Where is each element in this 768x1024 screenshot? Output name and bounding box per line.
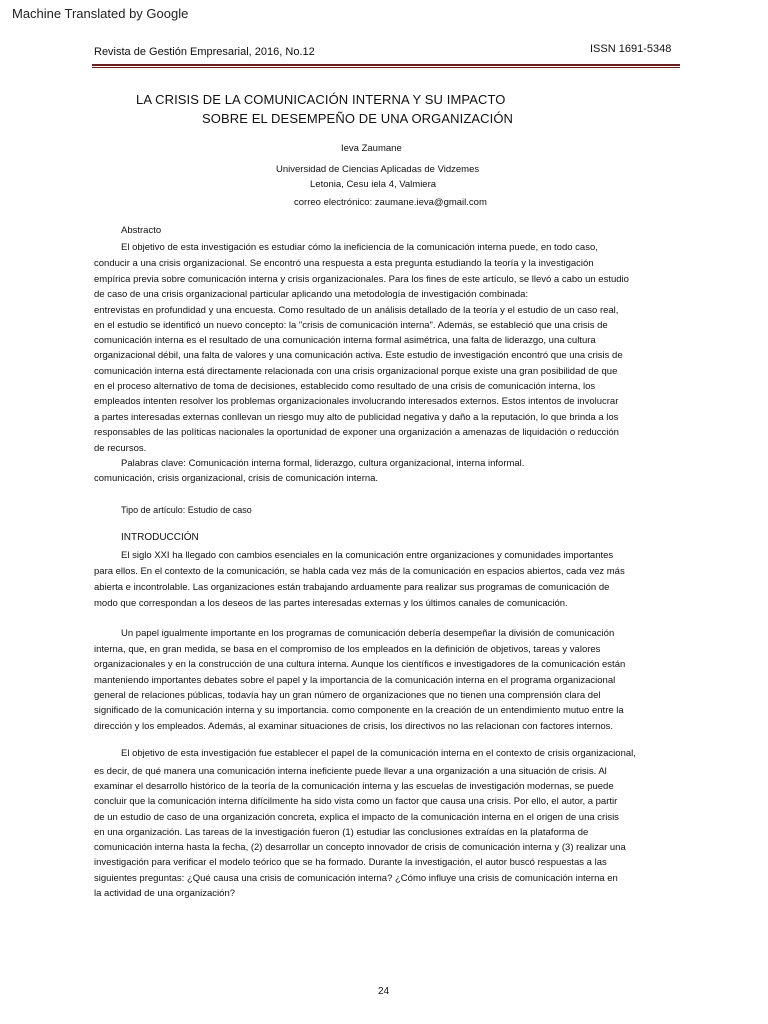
intro-p1-line: para ellos. En el contexto de la comunicación, se habla cada vez más de la comunicación en espacios abiertos, cada vez más [94,566,625,577]
intro-p3-line: siguientes preguntas: ¿Qué causa una crisis de comunicación interna? ¿Cómo influye una crisis de comunicación interna en [94,873,618,884]
abstract-line: a partes interesadas externas conllevan un riesgo muy alto de publicidad negativa y daño a la reputación, lo que brinda a los [94,412,619,423]
abstract-line: entrevistas en profundidad y una encuesta. Como resultado de un análisis detallado de la teoría y el estudio de un caso real, [94,305,619,316]
intro-p1-line: modo que correspondan a los deseos de las partes interesadas externas y los últimos canales de comunicación. [94,598,568,609]
intro-p2-line: dirección y los empleados. Además, al examinar situaciones de crisis, los directivos no las relacionan con factores internos. [94,721,614,732]
intro-p2-line: organizacionales y en la construcción de una cultura interna. Aunque los científicos e investigadores de la comunicación están [94,659,626,670]
intro-p3-line: comunicación interna hasta la fecha, (2) desarrollar un concepto innovador de crisis de comunicación interna y (3) realizar una [94,842,626,853]
intro-p3-line: es decir, de qué manera una comunicación interna ineficiente puede llevar a una organización a una situación de crisis. Al [94,766,607,777]
author-email: correo electrónico: zaumane.ieva@gmail.com [294,197,487,208]
intro-p2-line: Un papel igualmente importante en los programas de comunicación debería desempeñar la división de comunicación [121,628,615,639]
intro-p3-line: concluir que la comunicación interna difícilmente ha sido vista como un factor que causa una crisis. Por ello, el autor, a partir [94,796,618,807]
keywords-line: Palabras clave: Comunicación interna formal, liderazgo, cultura organizacional, interna informal. [121,458,525,469]
machine-translation-banner: Machine Translated by Google [12,6,189,21]
abstract-line: de recursos. [94,443,147,454]
article-type: Tipo de artículo: Estudio de caso [121,505,252,515]
abstract-line: comunicación interna es el resultado de una comunicación interna formal asimétrica, una falta de liderazgo, una cultura [94,335,596,346]
abstract-line: conducir a una crisis organizacional. Se encontró una respuesta a esta pregunta estudiando la teoría y la investigación [94,258,594,269]
intro-p3-line: de un estudio de caso de una organización concreta, explica el impacto de la comunicación interna en el origen de una crisis [94,812,619,823]
abstract-line: en el proceso alternativo de toma de decisiones, establecido como resultado de una crisis de comunicación interna, los [94,381,596,392]
paper-title-line-1: LA CRISIS DE LA COMUNICACIÓN INTERNA Y SU IMPACTO [136,92,506,107]
abstract-line: de caso de una crisis organizacional particular aplicando una metodología de investigación combinada: [94,289,529,300]
intro-p2-line: interna, que, en gran medida, se basa en el compromiso de los empleados en la definición de objetivos, tareas y valores [94,644,601,655]
intro-p3-line: en una organización. Las tareas de la investigación fueron (1) estudiar las conclusiones extraídas en la plataforma de [94,827,589,838]
abstract-line: organizacional débil, una falta de valores y una comunicación activa. Este estudio de investigación encontró que una crisis de [94,350,623,361]
intro-p1-line: El siglo XXI ha llegado con cambios esenciales en la comunicación entre organizaciones y comunidades importantes [121,550,614,561]
abstract-line: empírica previa sobre comunicación interna y crisis organizacionales. Para los fines de este artículo, se llevó a cabo un estudio [94,274,629,285]
intro-p3-line: investigación para verificar el modelo teórico que se ha formado. Durante la investigación, el autor buscó respuestas a las [94,857,607,868]
abstract-line: en el estudio se identificó un nuevo concepto: la "crisis de comunicación interna". Además, se estableció que una crisis de [94,320,608,331]
page-number: 24 [378,986,390,997]
abstract-line: comunicación interna está directamente relacionada con una crisis organizacional porque existe una gran posibilidad de que [94,366,618,377]
abstract-line: El objetivo de esta investigación es estudiar cómo la ineficiencia de la comunicación interna puede, en todo caso, [121,242,598,253]
intro-p3-line: la actividad de una organización? [94,888,236,899]
author-affiliation: Universidad de Ciencias Aplicadas de Vidzemes [276,164,480,175]
journal-name: Revista de Gestión Empresarial, 2016, No.12 [94,46,315,58]
intro-p2-line: general de relaciones públicas, todavía hay un gran número de organizaciones que no tienen una comprensión clara del [94,690,601,701]
paper-title-line-2: SOBRE EL DESEMPEÑO DE UNA ORGANIZACIÓN [202,111,514,126]
keywords-line: comunicación, crisis organizacional, crisis de comunicación interna. [94,473,379,484]
intro-p2-line: significado de la comunicación interna y su importancia. como componente en la creación de un entendimiento mutuo entre la [94,705,624,716]
abstract-heading: Abstracto [121,225,162,236]
issn: ISSN 1691-5348 [590,43,672,55]
intro-p1-line: abierta e incontrolable. Las organizaciones están trabajando arduamente para realizar sus programas de comunicación de [94,582,610,593]
intro-p3-line: examinar el desarrollo histórico de la teoría de la comunicación interna y las escuelas de investigación modernas, se puede [94,781,614,792]
author-address: Letonia, Cesu iela 4, Valmiera [310,179,437,190]
intro-p3-line: El objetivo de esta investigación fue establecer el papel de la comunicación interna en el contexto de crisis organizacional, [121,748,636,759]
intro-p2-line: manteniendo importantes debates sobre el papel y la importancia de la comunicación interna en el programa organizacional [94,675,616,686]
abstract-line: empleados intenten resolver los problemas organizacionales involucrando interesados externos. Estos intentos de involucrar [94,396,619,407]
introduction-heading: INTRODUCCIÓN [121,532,199,543]
author-name: Ieva Zaumane [341,143,402,154]
abstract-line: responsables de las políticas nacionales la oportunidad de exponer una organización a amenazas de liquidación o reducción [94,427,619,438]
header-divider [92,64,680,68]
